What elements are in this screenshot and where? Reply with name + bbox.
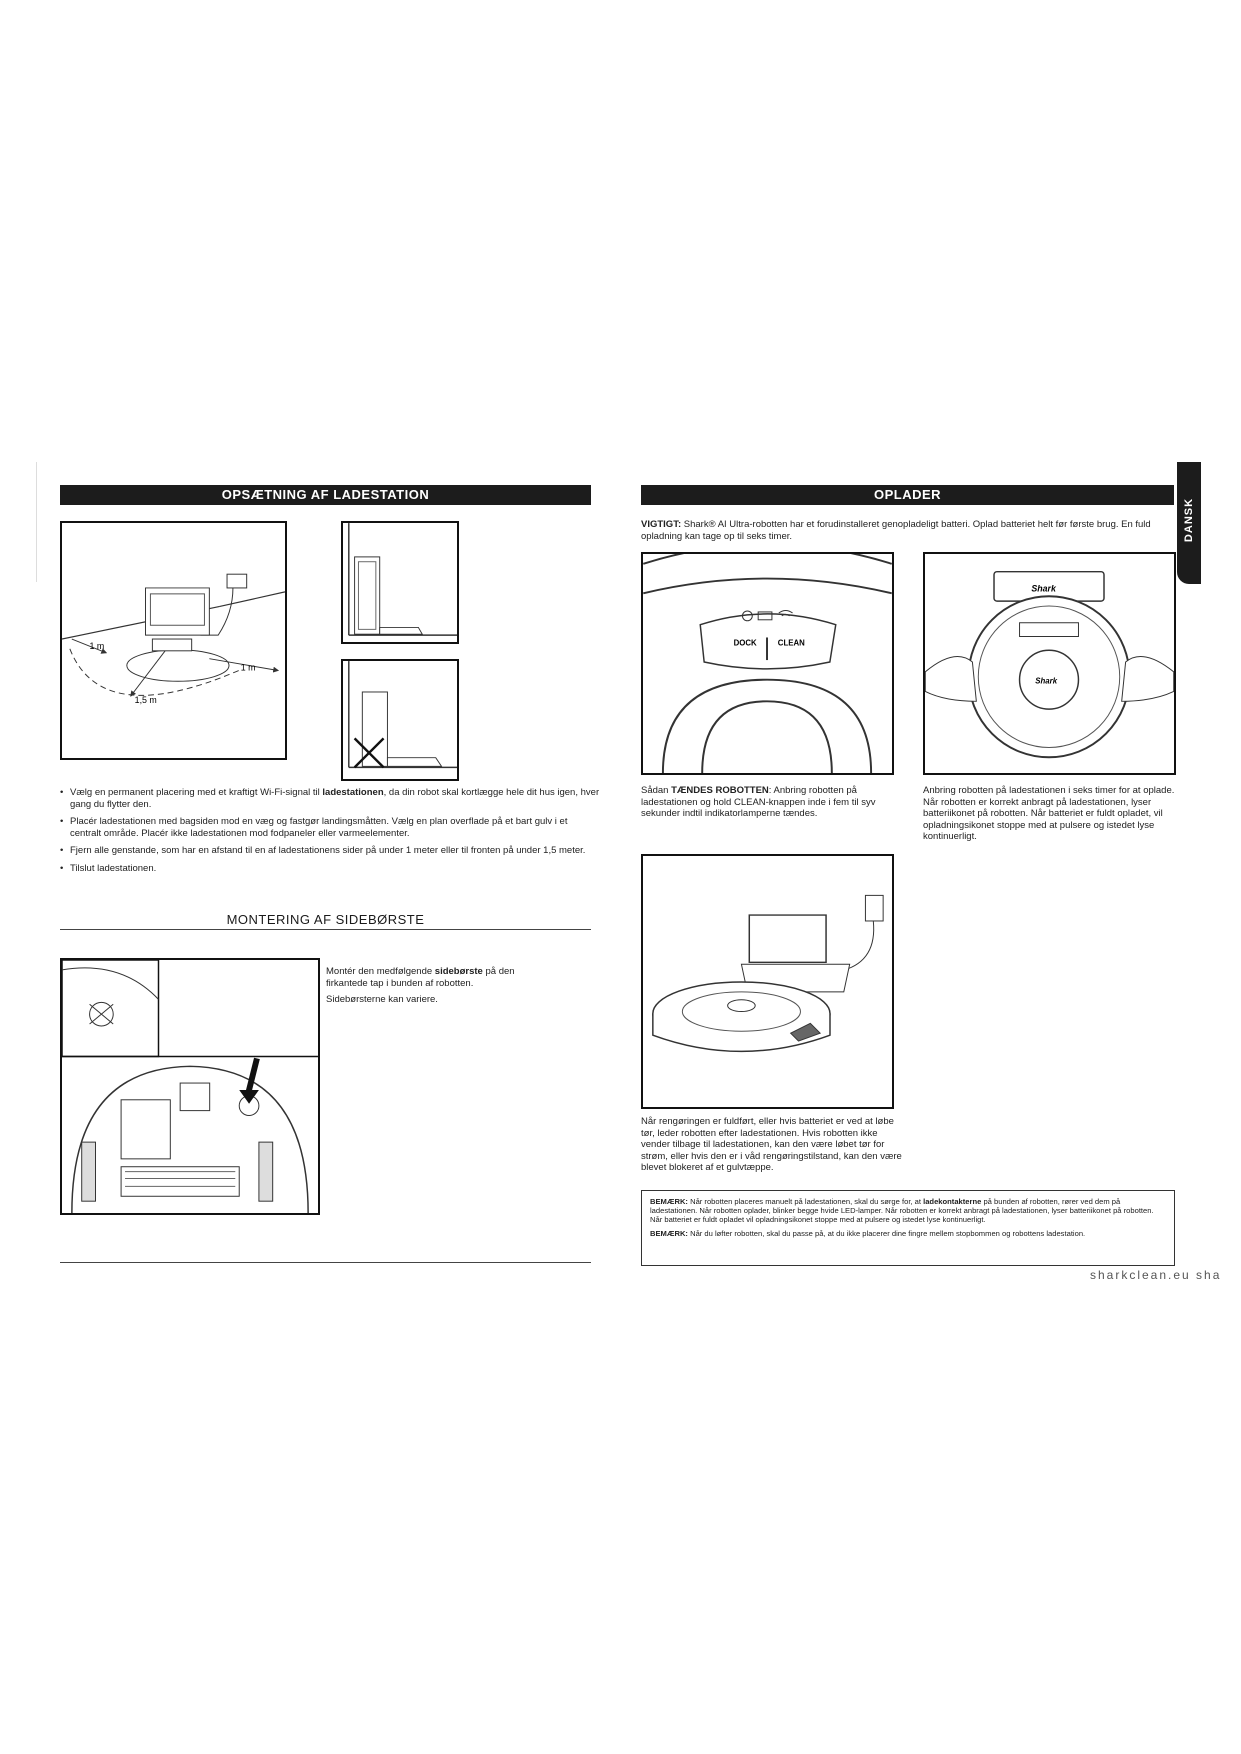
left-distance-label: 1 m xyxy=(89,640,105,651)
language-tab-label: DANSK xyxy=(1183,497,1195,543)
robot-docking-drawing xyxy=(925,554,1174,773)
bullet-item: • Tilslut ladestationen. xyxy=(60,863,600,875)
placement-instructions xyxy=(60,787,600,880)
dock-brand-label: Shark xyxy=(1031,583,1056,594)
right-distance-label: 1 m xyxy=(240,662,256,673)
control-panel-drawing xyxy=(643,554,892,773)
important-note: VIGTIGT: Shark® AI Ultra-robotten har et forudinstalleret genopladeligt batteri. Oplad batteriet helt før første brug. En fuld opladning kan tage op til seks timer. xyxy=(641,519,1151,542)
control-panel-figure xyxy=(641,552,894,775)
robot-return-figure xyxy=(641,854,894,1109)
note-lifting: BEMÆRK: Når du løfter robotten, skal du passe på, at du ikke placerer dine fingre mellem stopbommen og robottens ladestation. xyxy=(650,1228,1086,1238)
dock-button-label: DOCK xyxy=(733,638,757,648)
section-title-side-brush: MONTERING AF SIDEBØRSTE xyxy=(226,912,425,927)
bullet-item: • Vælg en permanent placering med et kraftigt Wi-Fi-signal til ladestationen, da din robot skal kortlægge hele dit hus igen, hver gang du flytter den. xyxy=(60,787,600,810)
power-on-caption: Sådan TÆNDES ROBOTTEN: Anbring robotten på ladestationen og hold CLEAN-knappen inde i fem til syv sekunder indtil indikatorlamperne tændes. xyxy=(641,785,876,819)
section-divider xyxy=(60,929,591,930)
robot-docking-figure xyxy=(923,552,1176,775)
robot-brand-label: Shark xyxy=(1035,676,1058,686)
side-brush-figure xyxy=(60,958,320,1215)
charging-caption: Anbring robotten på ladestationen i seks timer for at oplade. Når robotten er korrekt anbragt på ladestationen, lyser batteriikonet på robotten. Når batteriet er fuldt opladet, vil opladningsikonet stoppe med at pulsere og istedet lyse kontinuerligt. xyxy=(923,785,1175,842)
bottom-divider-left xyxy=(60,1262,591,1263)
side-brush-drawing xyxy=(62,960,318,1213)
side-brush-note: Sidebørsterne kan variere. xyxy=(326,994,438,1005)
note-contacts: BEMÆRK: Når robotten placeres manuelt på ladestationen, skal du sørge for, at ladekontakterne på bunden af robotten, rører ved dem på ladestationen. Når robotten oplader, blinker begge hvide LED-lamper. Når robotten er korrekt anbragt på ladestationen, lyser batteriikonet på robotten. Når batteriet er fuldt opladet vil opladningsikonet stoppe med at pulsere og istedet lyse kontinuerligt. xyxy=(650,1197,1154,1225)
robot-return-drawing xyxy=(643,856,892,1107)
notes-box xyxy=(641,1190,1175,1266)
incorrect-placement-drawing xyxy=(343,661,457,779)
incorrect-placement-figure xyxy=(341,659,459,781)
bullet-item: • Fjern alle genstande, som har en afstand til en af ladestationens sider på under 1 meter eller til fronten på under 1,5 meter. xyxy=(60,845,600,857)
front-distance-label: 1,5 m xyxy=(134,694,157,705)
return-caption: Når rengøringen er fuldført, eller hvis batteriet er ved at løbe tør, leder robotten efter ladestationen. Hvis robotten ikke vender tilbage til ladestationen, kan den være løbet tør for strøm, eller hvis den er i våd rengøringstilstand, kan den være blevet blokeret af et gulvtæppe. xyxy=(641,1116,902,1173)
section-title-charger: OPLADER xyxy=(641,485,1174,505)
footer-url: sharkclean.eu sha xyxy=(1090,1268,1222,1282)
page-edge-line xyxy=(36,462,37,582)
correct-placement-figure xyxy=(341,521,459,644)
correct-placement-drawing xyxy=(343,523,457,642)
clean-button-label: CLEAN xyxy=(777,638,805,648)
bullet-item: • Placér ladestationen med bagsiden mod en væg og fastgør landingsmåtten. Vælg en plan overflade på et bart gulv i et centralt område. Placér ikke ladestationen mod fodpaneler eller varmeelementer. xyxy=(60,816,600,839)
section-title-charging-station: OPSÆTNING AF LADESTATION xyxy=(60,485,591,505)
language-tab xyxy=(1177,462,1201,584)
side-brush-instruction: Montér den medfølgende sidebørste på den firkantede tap i bunden af robotten. xyxy=(326,966,515,989)
station-placement-drawing xyxy=(62,523,285,758)
station-placement-figure xyxy=(60,521,287,760)
